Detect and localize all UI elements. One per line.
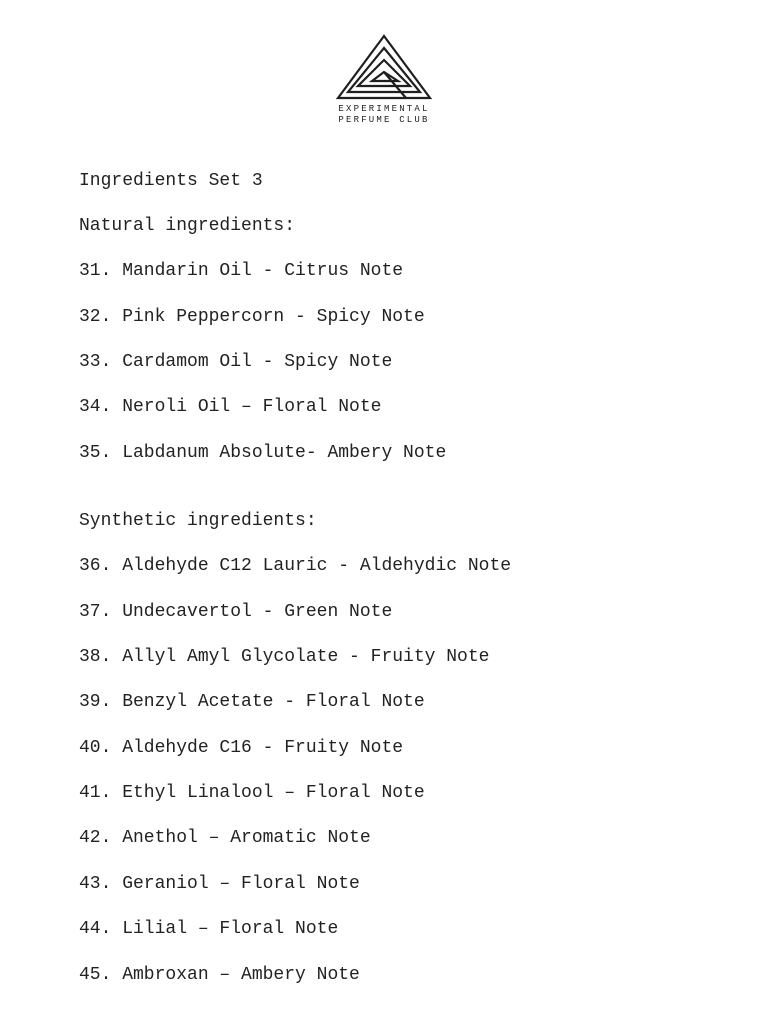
list-item: 45. Ambroxan – Ambery Note [79,965,360,985]
triangle-logo-icon [336,34,432,100]
natural-heading: Natural ingredients: [79,216,296,236]
list-item: 41. Ethyl Linalool – Floral Note [79,783,425,803]
brand-name-line-1: EXPERIMENTAL [338,104,430,114]
document-title: Ingredients Set 3 [79,171,263,191]
list-item: 31. Mandarin Oil - Citrus Note [79,261,404,281]
list-item: 40. Aldehyde C16 - Fruity Note [79,738,404,758]
list-item: 33. Cardamom Oil - Spicy Note [79,352,393,372]
logo [0,34,768,126]
list-item: 38. Allyl Amyl Glycolate - Fruity Note [79,647,490,667]
list-item: 37. Undecavertol - Green Note [79,602,393,622]
brand-name-line-2: PERFUME CLUB [338,115,430,125]
list-item: 42. Anethol – Aromatic Note [79,828,371,848]
list-item: 43. Geraniol – Floral Note [79,874,360,894]
list-item: 39. Benzyl Acetate - Floral Note [79,692,425,712]
list-item: 34. Neroli Oil – Floral Note [79,397,382,417]
list-item: 44. Lilial – Floral Note [79,919,339,939]
list-item: 32. Pink Peppercorn - Spicy Note [79,307,425,327]
synthetic-heading: Synthetic ingredients: [79,511,317,531]
list-item: 35. Labdanum Absolute- Ambery Note [79,443,447,463]
list-item: 36. Aldehyde C12 Lauric - Aldehydic Note [79,556,512,576]
